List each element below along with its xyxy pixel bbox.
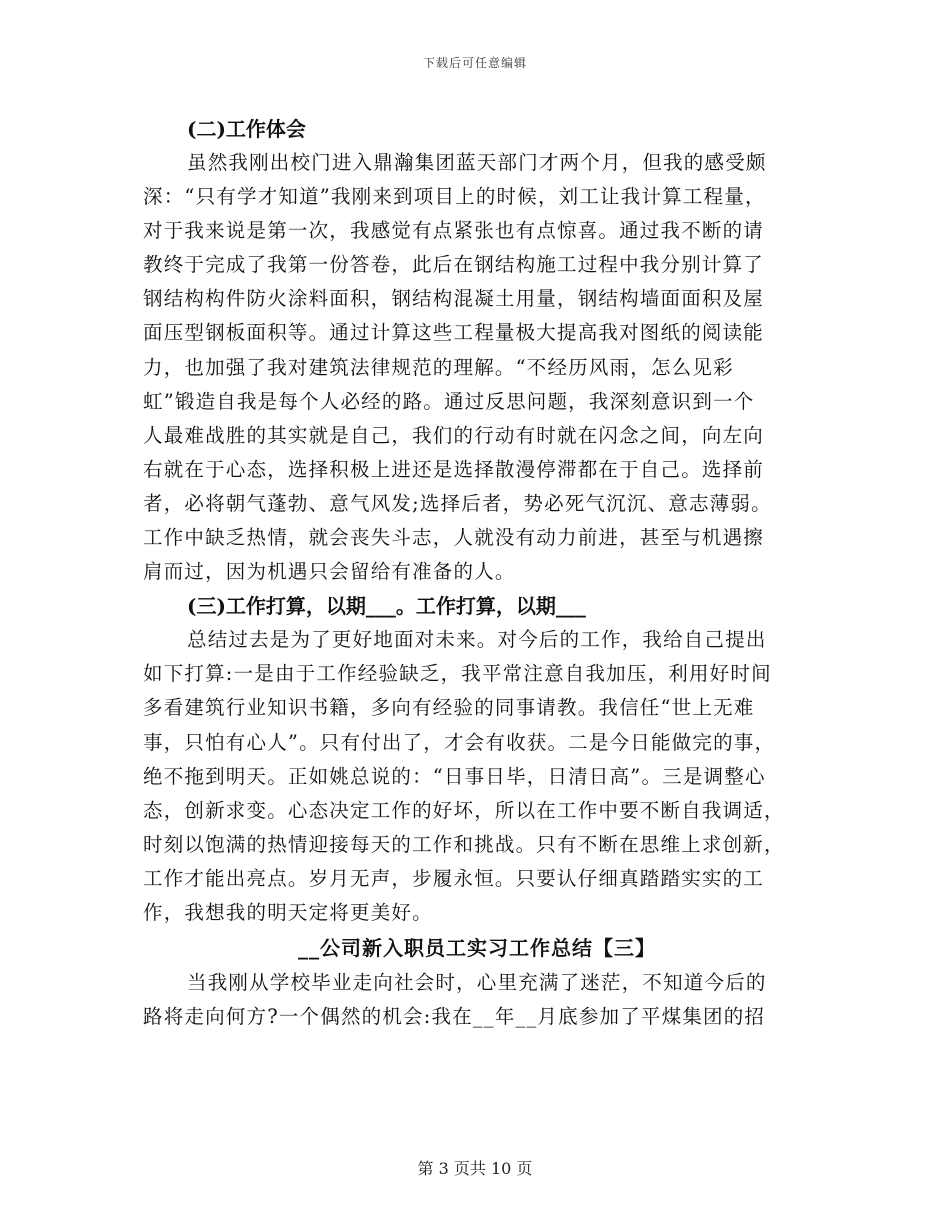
text-line: 虽然我刚出校门进入鼎瀚集团蓝天部门才两个月，但我的感受颇 (187, 151, 767, 174)
text-line: 工作中缺乏热情，就会丧失斗志，人就没有动力前进，甚至与机遇擦 (143, 526, 765, 550)
text-line: 者，必将朝气蓬勃、意气风发;选择后者，势必死气沉沉、意志薄弱。 (143, 491, 772, 515)
text-line: 时刻以饱满的热情迎接每天的工作和挑战。只有不断在思维上求创新， (143, 832, 785, 856)
text-line: 总结过去是为了更好地面对未来。对今后的工作，我给自己提出 (187, 628, 767, 652)
text-line: 路将走向何方?一个偶然的机会:我在__年__月底参加了平煤集团的招 (143, 1005, 766, 1029)
text-line: 如下打算:一是由于工作经验缺乏，我平常注意自我加压，利用好时间 (143, 662, 772, 686)
text-line: 工作才能出亮点。岁月无声，步履永恒。只要认仔细真踏踏实实的工 (143, 866, 765, 890)
text-line: 当我刚从学校毕业走向社会时，心里充满了迷茫，不知道今后的 (187, 971, 767, 995)
text-line: 态，创新求变。心态决定工作的好坏，所以在工作中要不断自我调适， (143, 798, 785, 822)
part-title: __公司新入职员工实习工作总结【三】 (298, 936, 656, 961)
section-heading-work-experience: (二)工作体会 (187, 117, 306, 141)
text-line: 事，只怕有心人”。只有付出了，才会有收获。二是今日能做完的事， (143, 730, 776, 754)
text-line: 作，我想我的明天定将更美好。 (143, 900, 433, 924)
text-line: 绝不拖到明天。正如姚总说的：“日事日毕，日清日高”。三是调整心 (143, 764, 766, 788)
text-line: 对于我来说是第一次，我感觉有点紧张也有点惊喜。通过我不断的请 (143, 219, 765, 243)
text-line: 多看建筑行业知识书籍，多向有经验的同事请教。我信任“世上无难 (143, 696, 755, 720)
paragraph-part3-intro (143, 966, 811, 1034)
header-note: 下载后可任意编辑 (422, 56, 527, 70)
document-body (143, 112, 811, 1034)
text-line: 人最难战胜的其实就是自己，我们的行动有时就在闪念之间，向左向 (143, 423, 765, 447)
text-line: 教终于完成了我第一份答卷，此后在钢结构施工过程中我分别计算了 (143, 253, 765, 277)
paragraph-work-experience (143, 146, 811, 589)
paragraph-work-plan (143, 623, 811, 930)
text-line: 右就在于心态，选择积极上进还是选择散漫停滞都在于自己。选择前 (143, 457, 765, 481)
text-line: 力，也加强了我对建筑法律规范的理解。“不经历风雨，怎么见彩 (143, 355, 734, 379)
text-line: 深：“只有学才知道”我刚来到项目上的时候，刘工让我计算工程量， (143, 185, 766, 209)
text-line: 虹”锻造自我是每个人必经的路。通过反思问题，我深刻意识到一个 (143, 389, 755, 413)
text-line: 钢结构构件防火涂料面积，钢结构混凝土用量，钢结构墙面面积及屋 (143, 287, 765, 311)
section-heading-work-plan: (三)工作打算，以期___。工作打算，以期___ (187, 594, 586, 619)
text-line: 面压型钢板面积等。通过计算这些工程量极大提高我对图纸的阅读能 (143, 321, 765, 345)
text-line: 肩而过，因为机遇只会留给有准备的人。 (143, 560, 516, 584)
page-footer: 第 3 页共 10 页 (417, 1159, 533, 1178)
